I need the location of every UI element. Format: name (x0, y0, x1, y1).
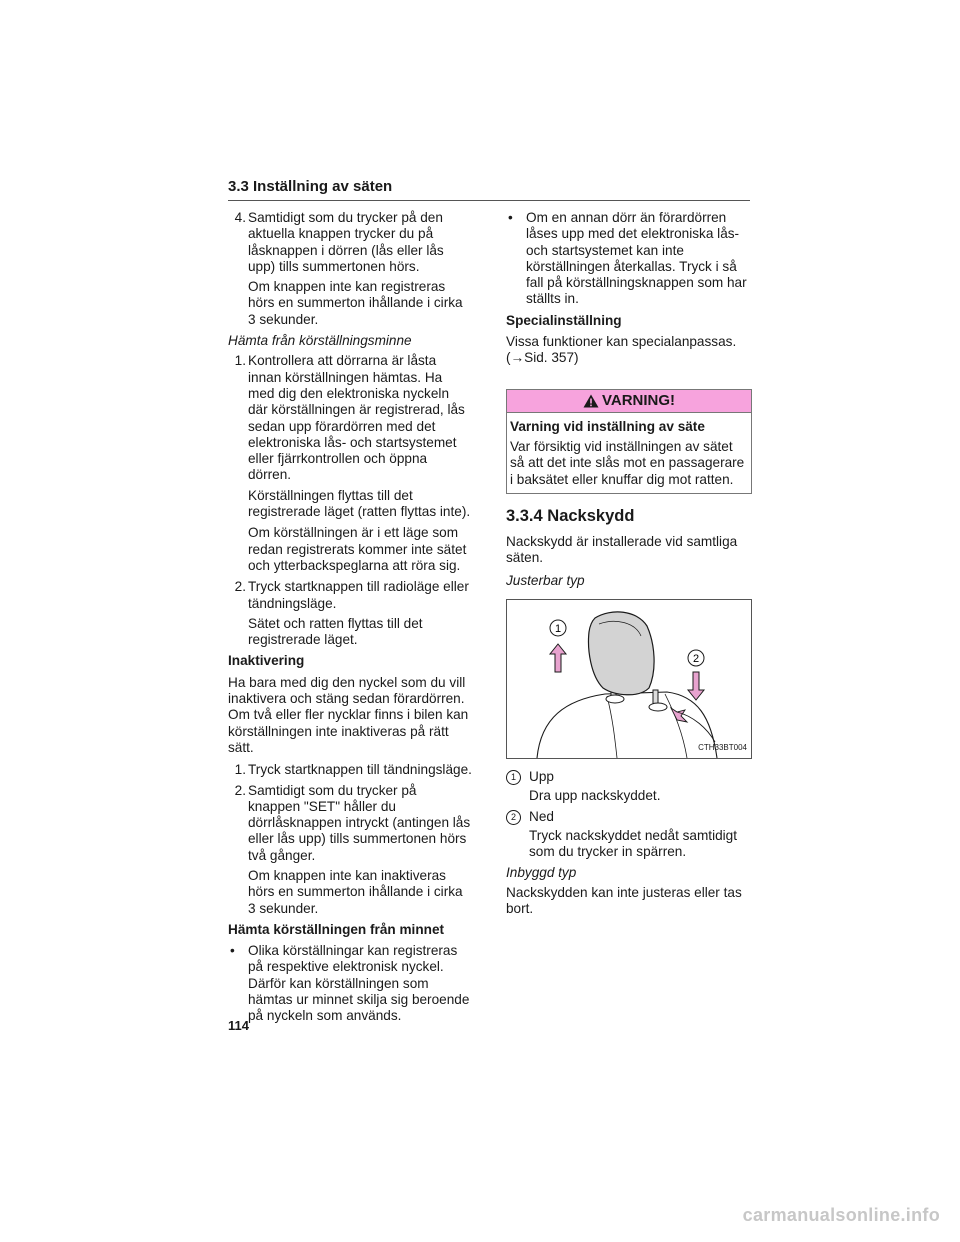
step-text: Tryck startknappen till tändningsläge. (248, 762, 472, 778)
warning-header (507, 390, 751, 413)
warning-title: Varning vid inställning av säte (510, 418, 705, 434)
warning-text: Var försiktig vid inställningen av sätet så att det inte slås mot en passagerare i baksätet eller knuffar dig mot ratten. (510, 438, 745, 487)
item-up (506, 769, 752, 805)
item-down (506, 809, 752, 861)
right-column (506, 210, 752, 923)
warning-label: VARNING! (601, 391, 676, 409)
item-description: Tryck nackskyddet nedåt samtidigt som du trycker in spärren. (529, 827, 738, 860)
special-paragraph: Vissa funktioner kan specialanpassas. (→Sid. 357) (506, 334, 737, 366)
step-text: Samtidigt som du trycker på knappen "SET" håller du dörrlåsknappen intryckt (antingen lås eller lås upp) tills summertonen hörs två gånger. (248, 782, 471, 863)
headrest-illustration (507, 600, 751, 758)
door-bullet (506, 210, 752, 308)
step-number: 2. (234, 782, 246, 798)
step-text: Kontrollera att dörrarna är låsta innan körställningen hämtas. Ha med dig den elektroniska nyckeln där körställningen är registrerad, lås sedan upp förardörren med det elektroniska lås- och startsystemet eller fjärrkontrollen och öppna dörren. (248, 353, 465, 483)
bullet-dot: • (508, 210, 513, 225)
step-text: Tryck startknappen till radioläge eller tändningsläge. (248, 579, 469, 611)
step-number: 4. (234, 210, 246, 225)
subsection-title: 3.3.4 Nackskydd (506, 506, 635, 525)
step-4 (228, 210, 472, 275)
special-heading: Specialinställning (506, 312, 622, 328)
bullet-text: Olika körställningar kan registreras på respektive elektronisk nyckel. Därför kan körställningen som hämtas ur minnet skilja sig beroende på nyckeln som används. (248, 943, 470, 1024)
item-number: 1 (506, 770, 521, 785)
step-4-note: Om knappen inte kan registreras hörs en summerton ihållande i cirka 3 sekunder. (248, 279, 463, 327)
deactivation-step-2 (228, 783, 472, 864)
step-number: 2. (234, 579, 246, 595)
callout-1: 1 (554, 623, 562, 636)
item-number: 2 (506, 810, 521, 825)
page-number: 114 (228, 1018, 249, 1033)
item-description: Dra upp nackskyddet. (529, 788, 661, 804)
recall-step-2 (228, 579, 472, 612)
adjustable-heading: Justerbar typ (506, 572, 585, 588)
step-number: 1. (234, 762, 246, 778)
deactivation-heading: Inaktivering (228, 653, 305, 669)
step-number: 1. (234, 353, 246, 369)
item-label: Ned (529, 808, 554, 824)
step-text: Samtidigt som du trycker på den aktuella knappen trycker du på låsknappen i dörren (lås eller lås upp) tills summertonen hörs. (248, 210, 444, 274)
bullet-dot: • (230, 943, 235, 959)
section-header: 3.3 Inställning av säten (228, 178, 750, 201)
figure-code: CTH33BT004 (698, 742, 747, 752)
deactivation-step-2-note: Om knappen inte kan inaktiveras hörs en summerton ihållande i cirka 3 sekunder. (248, 867, 463, 916)
memory-heading: Hämta körställningen från minnet (228, 921, 445, 937)
builtin-paragraph: Nackskydden kan inte justeras eller tas bort. (506, 884, 742, 917)
watermark[interactable]: carmanualsonline.info (742, 1205, 940, 1225)
left-column (228, 210, 472, 1030)
memory-bullet (228, 943, 472, 1024)
subsection-paragraph: Nackskydd är installerade vid samtliga säten. (506, 534, 738, 566)
recall-step-1-note-2: Om körställningen är i ett läge som redan registrerats kommer inte sätet och ytterbackspeglarna att röra sig. (248, 525, 467, 573)
recall-step-1-note-1: Körställningen flyttas till det registrerade läget (ratten flyttas inte). (248, 487, 471, 520)
item-label: Upp (529, 769, 554, 785)
recall-heading: Hämta från körställningsminne (228, 333, 412, 349)
callout-2: 2 (692, 653, 700, 666)
warning-body (507, 413, 751, 493)
warning-box (506, 389, 752, 494)
deactivation-paragraph: Ha bara med dig den nyckel som du vill inaktivera och stäng sedan förardörren. Om två eller fler nycklar finns i bilen kan körställningen inte inaktiveras på rätt sätt. (228, 674, 469, 755)
recall-step-2-note: Sätet och ratten flyttas till det registrerade läget. (248, 615, 423, 648)
warning-triangle-icon (583, 394, 599, 408)
recall-step-1 (228, 353, 472, 483)
headrest-figure (506, 599, 752, 759)
bullet-text: Om en annan dörr än förardörren låses upp med det elektroniska lås- och startsystemet kan inte körställningen återkallas. Tryck i så fall på körställningsknappen som har ställts in. (526, 210, 747, 307)
deactivation-step-1 (228, 762, 472, 778)
builtin-heading: Inbyggd typ (506, 864, 577, 880)
